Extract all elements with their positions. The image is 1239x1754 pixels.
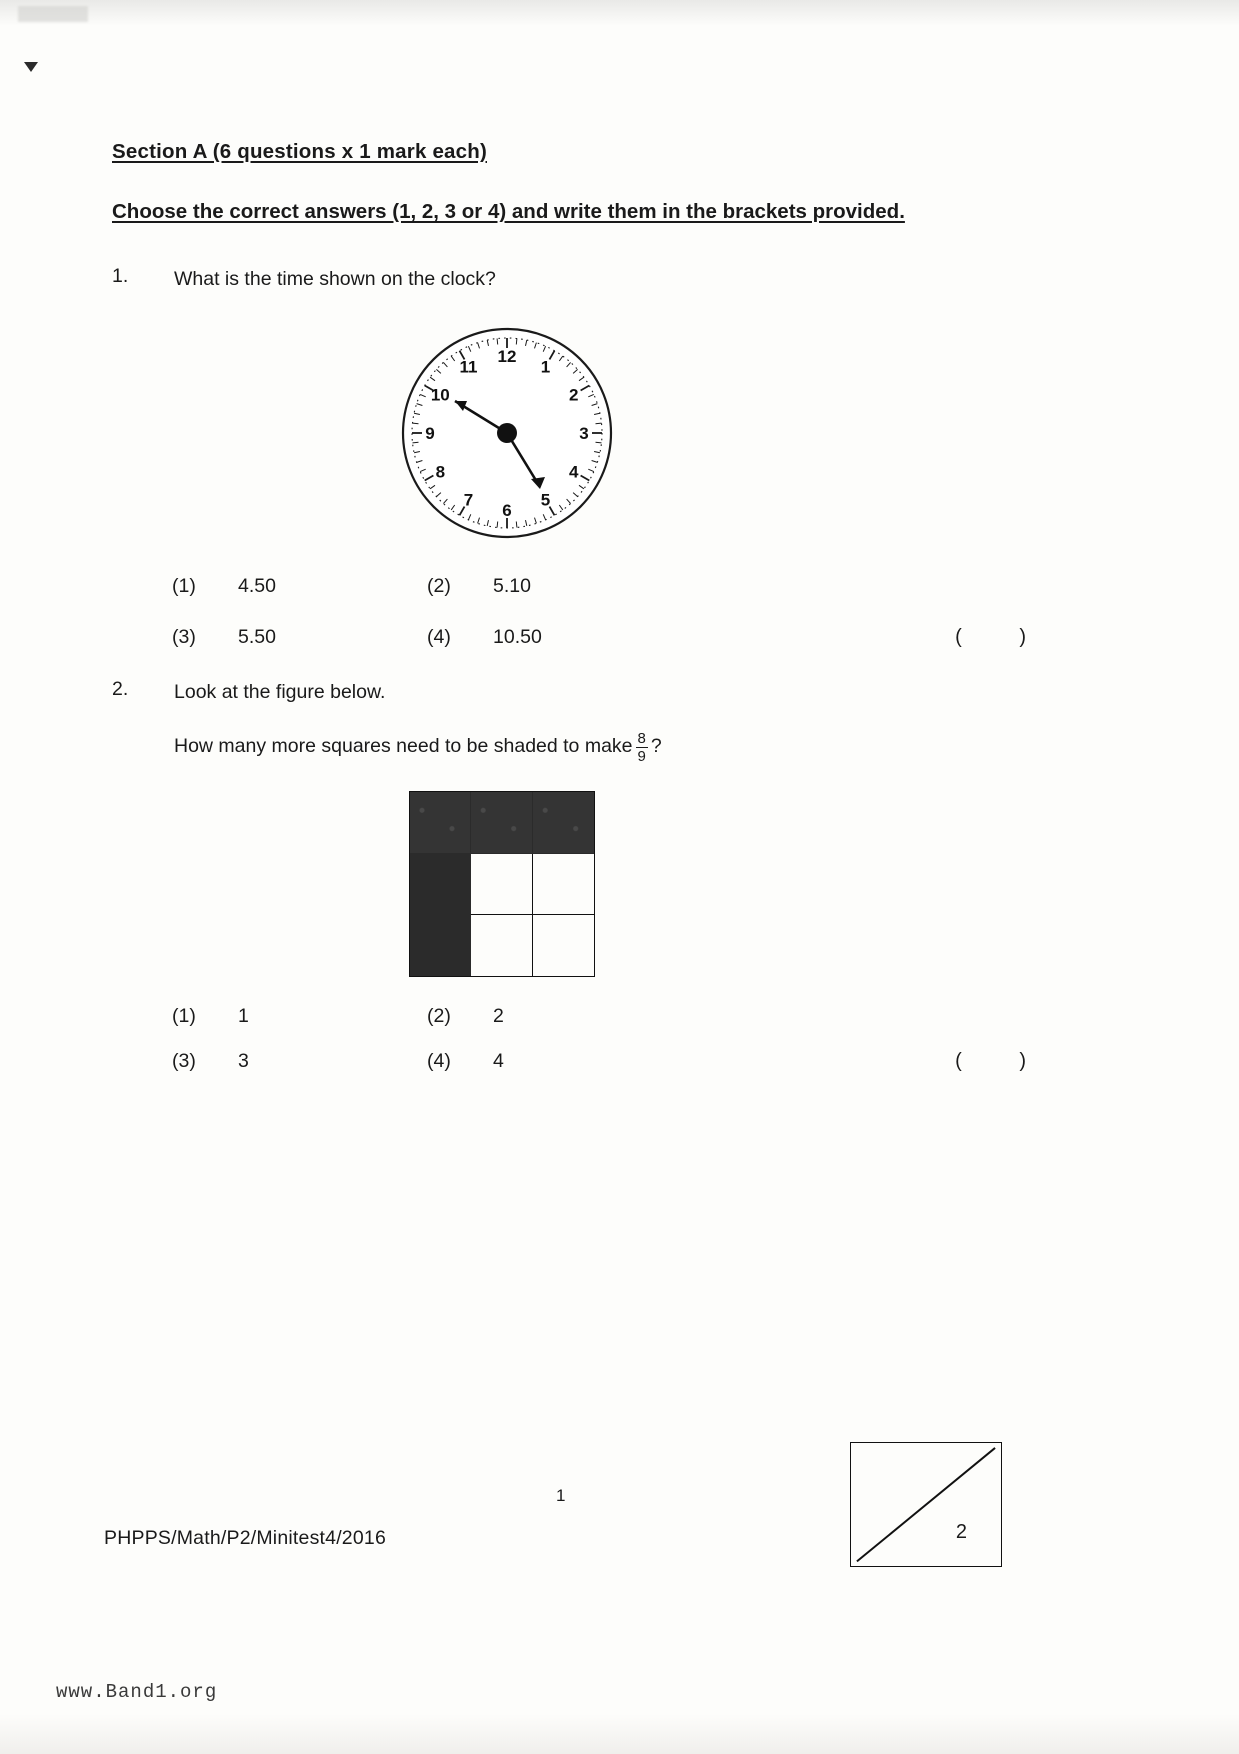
question-1-options bbox=[112, 575, 1052, 649]
option-1-3[interactable] bbox=[172, 626, 427, 649]
question-1-options-row-2 bbox=[112, 626, 1052, 649]
question-1-options-row-1 bbox=[112, 575, 1052, 598]
option-1-1-tag: (1) bbox=[172, 575, 196, 598]
question-2-options-row-1 bbox=[112, 1005, 1052, 1028]
question-2-options-row-2 bbox=[112, 1050, 1052, 1073]
site-watermark: www.Band1.org bbox=[56, 1681, 218, 1703]
question-1-figure bbox=[112, 319, 1052, 547]
grid-cell bbox=[533, 854, 594, 915]
question-1-text: What is the time shown on the clock? bbox=[174, 267, 496, 290]
option-1-4[interactable] bbox=[427, 626, 727, 649]
svg-text:1: 1 bbox=[540, 357, 551, 377]
svg-text:5: 5 bbox=[540, 490, 551, 510]
question-2-number: 2. bbox=[112, 678, 129, 701]
option-1-2-tag: (2) bbox=[427, 575, 451, 598]
clock-svg bbox=[393, 319, 621, 547]
question-2-text-before: How many more squares need to be shaded to make bbox=[174, 735, 633, 758]
option-2-4-label: 4 bbox=[493, 1050, 504, 1073]
option-1-3-label: 5.50 bbox=[238, 626, 276, 649]
option-2-2[interactable] bbox=[427, 1005, 727, 1028]
option-2-3-label: 3 bbox=[238, 1050, 249, 1073]
page-corner-mark-icon bbox=[24, 62, 38, 72]
option-1-4-label: 10.50 bbox=[493, 626, 542, 649]
option-1-2-label: 5.10 bbox=[493, 575, 531, 598]
fraction-numerator: 8 bbox=[637, 730, 646, 748]
question-1-answer-bracket[interactable]: ( ) bbox=[955, 626, 1052, 649]
option-2-1[interactable] bbox=[172, 1005, 427, 1028]
option-1-2[interactable] bbox=[427, 575, 727, 598]
fraction-eight-ninths bbox=[636, 731, 648, 764]
grid-cell bbox=[471, 792, 532, 853]
diagonal-line-icon bbox=[851, 1443, 1001, 1566]
option-1-1[interactable] bbox=[172, 575, 427, 598]
svg-text:2: 2 bbox=[568, 385, 579, 405]
question-2 bbox=[112, 677, 1052, 1073]
svg-text:11: 11 bbox=[459, 357, 478, 377]
svg-text:8: 8 bbox=[435, 462, 446, 482]
svg-text:3: 3 bbox=[579, 424, 589, 444]
grid-cell bbox=[471, 915, 532, 976]
page-content bbox=[112, 140, 1052, 1101]
option-2-4[interactable] bbox=[427, 1050, 727, 1073]
corner-box-mark: 2 bbox=[955, 1521, 967, 1543]
option-2-2-tag: (2) bbox=[427, 1005, 451, 1028]
corner-annotation-box bbox=[850, 1442, 1002, 1567]
question-2-text: Look at the figure below. bbox=[174, 681, 386, 704]
grid-cell bbox=[410, 854, 471, 915]
grid-cell bbox=[533, 792, 594, 853]
option-2-2-label: 2 bbox=[493, 1005, 504, 1028]
grid-cell bbox=[410, 792, 471, 853]
grid-cell bbox=[410, 915, 471, 976]
svg-text:9: 9 bbox=[425, 424, 435, 444]
option-2-1-tag: (1) bbox=[172, 1005, 196, 1028]
option-2-3[interactable] bbox=[172, 1050, 427, 1073]
question-2-text-line2 bbox=[174, 730, 662, 766]
scan-smudge bbox=[18, 6, 88, 22]
svg-text:6: 6 bbox=[502, 501, 512, 521]
option-2-4-tag: (4) bbox=[427, 1050, 451, 1073]
svg-text:7: 7 bbox=[463, 490, 474, 510]
question-1-number: 1. bbox=[112, 264, 129, 287]
scan-edge-top bbox=[0, 0, 1239, 26]
question-2-figure bbox=[112, 791, 1052, 977]
analog-clock-figure bbox=[393, 319, 621, 547]
scan-edge-bottom bbox=[0, 1714, 1239, 1754]
footer-paper-code: PHPPS/Math/P2/Minitest4/2016 bbox=[104, 1527, 386, 1549]
shaded-squares-figure bbox=[409, 791, 595, 977]
svg-text:12: 12 bbox=[497, 347, 517, 367]
option-2-3-tag: (3) bbox=[172, 1050, 196, 1073]
option-1-1-label: 4.50 bbox=[238, 575, 276, 598]
question-2-answer-bracket[interactable]: ( ) bbox=[955, 1050, 1052, 1073]
question-2-options bbox=[112, 1005, 1052, 1073]
question-1 bbox=[112, 264, 1052, 649]
page-number: 1 bbox=[556, 1486, 566, 1505]
svg-text:4: 4 bbox=[568, 462, 579, 482]
option-2-1-label: 1 bbox=[238, 1005, 249, 1028]
option-1-4-tag: (4) bbox=[427, 626, 451, 649]
question-2-text-after: ? bbox=[650, 735, 662, 758]
svg-text:10: 10 bbox=[430, 385, 450, 405]
option-1-3-tag: (3) bbox=[172, 626, 196, 649]
instructions-text: Choose the correct answers (1, 2, 3 or 4) and write them in the brackets provided. bbox=[112, 200, 905, 223]
grid-cell bbox=[533, 915, 594, 976]
grid-cell bbox=[471, 854, 532, 915]
section-heading: Section A (6 questions x 1 mark each) bbox=[112, 140, 487, 163]
fraction-denominator: 9 bbox=[637, 748, 646, 766]
